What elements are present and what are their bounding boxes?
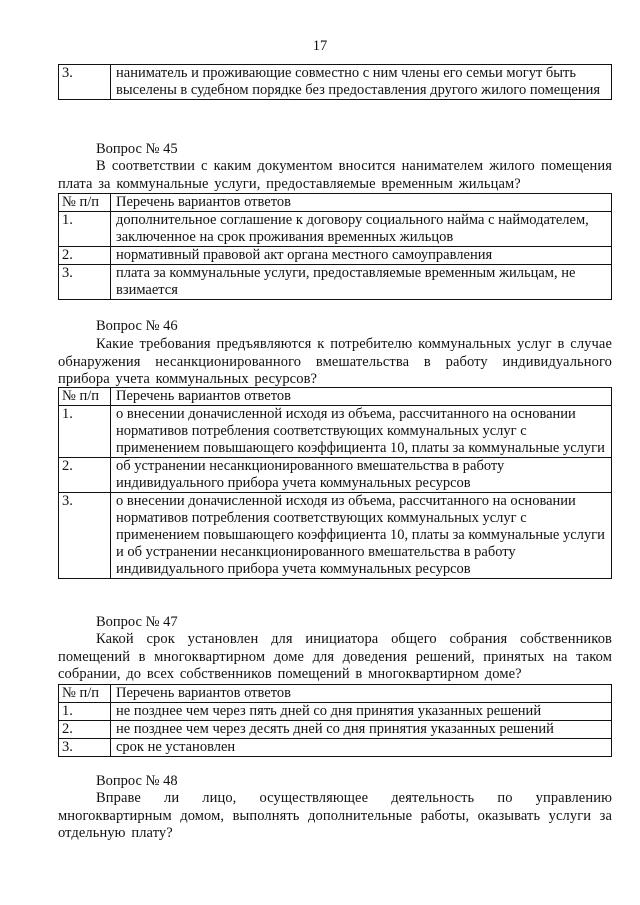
table-row [59,65,612,100]
question-48-text [58,790,612,843]
column-header-number: № п/п [59,685,111,703]
answer-number: 3. [59,265,111,300]
page-number: 17 [312,38,328,54]
answer-number: 2. [59,247,111,265]
answer-number: 2. [59,458,111,493]
answer-text: о внесении доначисленной исходя из объема, рассчитанного на основании нормативов потребления соответствующих коммунальных услуг с применением повышающего коэффициента 10, платы за коммунальные услуги и об устранении несанкционированного вмешательства в работу индивидуального прибора учета коммунальных ресурсов [111,493,612,579]
table-row [59,265,612,300]
answer-number: 1. [59,406,111,458]
answer-text: о внесении доначисленной исходя из объема, рассчитанного на основании нормативов потребления соответствующих коммунальных услуг с применением повышающего коэффициента 10, платы за коммунальные услуги [111,406,612,458]
answer-text: дополнительное соглашение к договору социального найма с наймодателем, заключенное на срок проживания временных жильцов [111,212,612,247]
table-row [59,721,612,739]
answer-text: не позднее чем через пять дней со дня принятия указанных решений [111,703,612,721]
answer-number: 3. [59,739,111,757]
table-row [59,458,612,493]
question-46-body: Какие требования предъявляются к потребителю коммунальных услуг в случае обнаружения несанкционированного вмешательства в работу индивидуального прибора учета коммунальных ресурсов? [58,336,612,387]
table-header-row [59,194,612,212]
answer-text: нормативный правовой акт органа местного самоуправления [111,247,612,265]
column-header-answers: Перечень вариантов ответов [111,194,612,212]
top-answer-table [58,64,612,100]
table-row [59,212,612,247]
question-46-title: Вопрос № 46 [96,318,178,334]
table-row [59,739,612,757]
question-45-answer-table [58,193,612,300]
table-row [59,406,612,458]
question-48-body: Вправе ли лицо, осуществляющее деятельность по управлению многоквартирным домом, выполнять дополнительные работы, оказывать услуги за отдельную плату? [58,790,612,841]
question-45-body: В соответствии с каким документом вносится нанимателем жилого помещения плата за коммунальные услуги, предоставляемые временным жильцам? [58,158,612,192]
answer-number: 3. [59,493,111,579]
column-header-answers: Перечень вариантов ответов [111,388,612,406]
question-47-body: Какой срок установлен для инициатора общего собрания собственников помещений в многоквартирном доме для доведения решений, принятых на таком собрании, до всех собственников помещений в многоквартирном доме? [58,631,612,682]
question-46-answer-table [58,387,612,579]
table-row [59,493,612,579]
table-header-row [59,685,612,703]
answer-number: 3. [59,65,111,100]
answer-text: об устранении несанкционированного вмешательства в работу индивидуального прибора учета коммунальных ресурсов [111,458,612,493]
table-row [59,247,612,265]
question-47-text [58,631,612,684]
answer-number: 1. [59,703,111,721]
question-48-title: Вопрос № 48 [96,773,178,789]
answer-number: 1. [59,212,111,247]
table-header-row [59,388,612,406]
answer-number: 2. [59,721,111,739]
question-46-text [58,336,612,389]
table-row [59,703,612,721]
question-47-answer-table [58,684,612,757]
answer-text: наниматель и проживающие совместно с ним члены его семьи могут быть выселены в судебном порядке без предоставления другого жилого помещения [111,65,612,100]
question-45-text [58,158,612,193]
answer-text: не позднее чем через десять дней со дня принятия указанных решений [111,721,612,739]
column-header-number: № п/п [59,388,111,406]
column-header-answers: Перечень вариантов ответов [111,685,612,703]
answer-text: срок не установлен [111,739,612,757]
question-47-title: Вопрос № 47 [96,614,178,630]
column-header-number: № п/п [59,194,111,212]
answer-text: плата за коммунальные услуги, предоставляемые временным жильцам, не взимается [111,265,612,300]
question-45-title: Вопрос № 45 [96,141,178,157]
